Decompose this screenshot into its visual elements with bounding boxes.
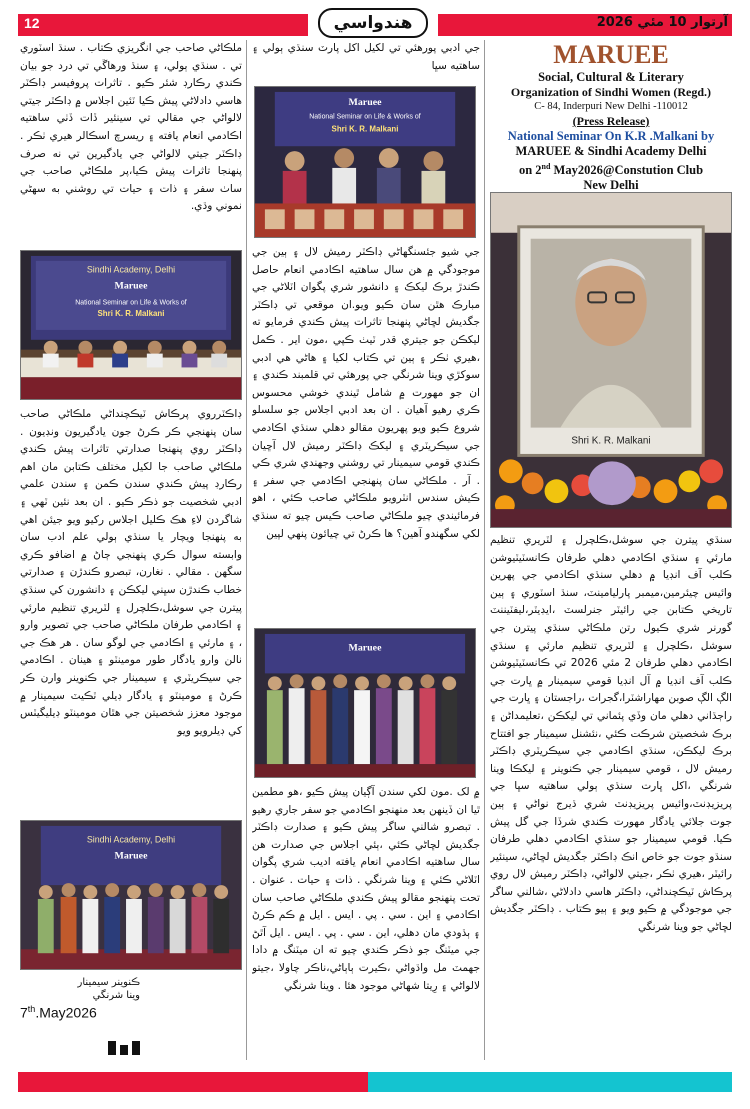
banner-academy-text-2: Sindhi Academy, Delhi xyxy=(86,834,176,845)
photo-group-release xyxy=(20,820,242,970)
caption-date: 7th.May2026 xyxy=(20,1004,97,1021)
column-rule xyxy=(484,40,485,1060)
col2-text-middle: جي شيو جئسنگهاڻي ڊاڪٽر رميش لال ۽ ٻين جي موجودگي ۾ هن سال ساهتيه اڪادمي انعام حاصل ڪندڙ برڪ ليکڪ ۽ دانشور شري پگوان اٽلاڻي جي مبارڪ هٿن سان ڪيو ويو.ان موقعي تي ڊاڪٽر جگديش لڇاڻي پنهنجا تاثرات پيش ڪندي فرمايو ته ليکڪن جو جيتري قدر ٽيٺ ڪپي ،مون اير . ڪمل ،هيري ٺڪر ۽ ٻين تي ڪتاب لکيا ۽ هاڻي هي ادبي سوکڙي وينا شرنگي جي پورهئي تي قلمبند ڪندي ۽ ان جو مهورت ۾ شامل ٿيندي خوشي محسوس ڪري رهيو آهيان . ان بعد ادبي اجلاس جو سلسلو شروع ڪيو ويو پهريون مقالو دهلي سنڌي اڪادمي جي سيڪريٽري ۽ ليکڪ ڊاڪٽر رميش لال آڇيان ڪندي قومي سيمينار تي روشني وجهندي شري ڪي . آر . ملڪاڻي سان پنهنجي اڪادمي جي سفر ۽ ڪيش سندس انٽرويو ملڪاڻي صاحب ڪئي ، اهو فرمائيندي چيو ملڪاڻي صاحب ڪيس چيو ته سنڌي لکي سگهندو آهين؟ ها ڪرڻ تي چيائون پنهي لپين xyxy=(252,246,480,540)
org-address: C- 84, Inderpuri New Delhi -110012 xyxy=(534,101,688,112)
banner-academy-text: Sindhi Academy, Delhi xyxy=(86,264,176,275)
footer-ornament xyxy=(108,1040,140,1054)
page-number: 12 xyxy=(24,15,40,31)
col2-text-top: جي ادبي پورهئي تي لکيل اکل پارٽ سنڌي ٻولي ۽ ساهتيه سڀا xyxy=(252,42,480,72)
banner-name-text-3: Shri K. R. Malkani xyxy=(331,124,399,134)
photo-portrait-malkani xyxy=(490,192,732,528)
banner-maruee-text-3: Maruee xyxy=(348,96,382,108)
seminar-line-1: National Seminar On K.R .Malkani by xyxy=(507,129,715,143)
caption-line-1: ڪنوينر سيمينار xyxy=(77,977,140,988)
banner-seminar-text: National Seminar on Life & Works of xyxy=(75,299,187,307)
press-release: (Press Release) xyxy=(572,114,650,128)
photo-caption-convenor xyxy=(20,976,140,1002)
banner-maruee-text-4: Maruee xyxy=(348,642,382,654)
seminar-line-4: New Delhi xyxy=(583,178,639,193)
caption-line-2: وينا شرنگي xyxy=(92,990,140,1001)
banner-maruee-text: Maruee xyxy=(114,280,148,292)
photo-book-release xyxy=(254,628,476,778)
org-line-2: Organization of Sindhi Women (Regd.) xyxy=(510,85,712,99)
header-date: آرتوار 10 مئي 2026 xyxy=(596,15,728,30)
org-info-box xyxy=(490,40,732,193)
org-line-1: Social, Cultural & Literary xyxy=(538,70,684,84)
col1-text-bottom: ڊاڪٽرروي پرڪاش ٽيڪچنداڻي ملڪاڻي صاحب سان پنهنجي ڪر ڪرڻ جون يادگيريون ونڊيون . ڊاڪٽر روي پنهنجا صدارتي تاثرات پيش ڪندي ملڪاڻي صاحب جا لکيل مختلف ڪتابن مان اهم رڪارڊ پيش ڪندي سندن ڪمن ۽ سندن علمي ادبي شخصيت جو ذڪر ڪيو . ان بعد نئين ٽهي ۽ شاگردن لاءِ هڪ ڪليل اجلاس رکيو ويو جيئن اهي به پنهنجا ويچار يا سنڌي ٻولي علم ادب سان وابسته سوال ڪري پنهنجي ڄاڻ ۾ اضافو ڪري سگهن . مقالي . نغارن، تبصرو ڪندڙن ۽ صدارتي خطاب ڪندڙن سڀني ليکڪن ۽ دانشورن کي سنڌي پيترن جي سوشل،ڪلچرل ۽ لٽريري تنظيم مارئي ۽ اڪادمي طرفان ملڪاڻي صاحب جي تصوير وارو ، ۽ مارئي ۽ اڪادمي جي لوگو سان . هر هڪ جي نالن وارو يادگار طور مومينٽو ۽ هينان . اڪادمي جي سيڪريٽري ۽ سيمينار جي ڪنوينر وارن ڪر ڪرڻ ۽ مومينٽو ۽ يادگار ڊيلي ٽڪيٽ سيمينار ۾ موجود معزز شخصيتن جي هٿان مومينٽو ڊيليگيٽس کي ڊيلرويو ويو xyxy=(20,408,242,737)
footer-bar-teal xyxy=(368,1072,732,1092)
photo-dais-panel xyxy=(254,86,476,238)
banner-maruee-text-2: Maruee xyxy=(114,850,148,862)
seminar-line-3: on 2nd May2026@Constution Club xyxy=(518,162,704,178)
masthead xyxy=(318,8,428,38)
banner-seminar-text-3: National Seminar on Life & Works of xyxy=(309,113,421,121)
org-name: MARUEE xyxy=(553,40,669,69)
masthead-title: هندواسي xyxy=(333,13,413,33)
footer-bar-red xyxy=(18,1072,368,1092)
photo-seminar-dais xyxy=(20,250,242,400)
col1-text-top: ملڪاڻي صاحب جي انگريزي ڪتاب . سنڌ اسٽوري تي . سنڌي ٻولي، ۽ سنڌ ورهاڱي تي درد جو بيان ڪندي رڪارڊ شئر ڪيو . تاثرات پروفيسر ڊاڪٽر هاسي دادلاڻي پيش ڪيا ٽئين اجلاس ۾ ڊاڪٽر جيتي لالواڻي جي مقالي تي سينئير ڏات ڏٺي ساهتيه اڪادمي انعام يافته ۽ ريسرچ اسڪالر هيري ٺڪر . ڊاڪٽر جيتي لالواڻي جي يادگيرين تي نه صرف پنهنجا تاثرات پيش ڪيا،پر ملڪاڻي صاحب جي ساٺ سفر ۽ ذات ۽ حيات تي روشني به سهڻي نموني وڌي. xyxy=(20,42,242,213)
portrait-caption: Shri K. R. Malkani xyxy=(571,435,651,447)
header-left-bar xyxy=(18,14,308,36)
column-rule xyxy=(246,40,247,1060)
col2-text-bottom: ۾ لک .مون لکي سندن آڳيان پيش ڪيو ،هو مطمين ٿيا ان ڏينهن بعد منهنجو اڪادمي جو سفر جاري رهيو . تبصرو شالني ساگر پيش ڪيو ۽ صدارت ڊاڪٽر جگديش لڇاڻي ڪئي ،ٻئي اجلاس جي صدارت هن سال ساهتيه اڪادمي انعام يافته اديب شري پگوان اٽلاڻي ڪئي ۽ وينا شرنگي . ذات ۽ حيات . عنوان . تحت پنهنجو مقالو پيش ڪندي ملڪاڻي صاحب سان اڪادمي ۽ اين . سي . پي . ايس . ايل ۾ ڪم ڪرڻ ۽ ٻڌودي مان دهلي، اين . سي . پي . ايس . ايل آٿڻ جي ميٽنگ جو ذڪر ڪندي چيو ته ان ميٽنگ ۾ دادا جهمٽ مل واڌواڻي ،ڪيرت ٻاٻاڻي،ناڪر چاولا ،جيتو لالواڻي ۽ رِيتا شهاڻي موجود هئا . وينا شرنگي xyxy=(252,786,480,992)
seminar-line-2: MARUEE & Sindhi Academy Delhi xyxy=(515,144,707,158)
col3-text-bottom: سنڌي پيترن جي سوشل،ڪلچرل ۽ لٽريري تنظيم مارئي ۽ سنڌي اڪادمي دهلي طرفان ڪانسٽيٽيوشن ڪلب آف انڊيا ۾ دهلي سنڌي اڪادمي جي پهرين وائيس چيئرمين،ميمبر پارليامينٽ، سنڌ اسٽوري ۽ ٻين تاريخي ڪتابن جي رائيٽر جنرلسٽ ،ايڊيٽر،ليفٽيننٽ گورنر شري ڪيول رتن ملڪاڻي سنڌي پيترن جي سوشل ،ڪلچرل ۽ لٽريري تنظيم مارئي ۽ سنڌي اڪادمي دهلي طرفان 2 مئي 2026 تي ڪانسٽيٽيوشن ڪلب آف انڊيا ۾ آل انڊيا قومي سيمينار ۾ ڀارت جي الڳ الڳ صوبن مهاراشٽرا،گجرات ،راجستان ۽ ڀارت جي راڄڌاني دهلي مان وڏي پئماني تي ليکڪن ،تعليمداڻن ۽ برڪ شخصيتن شرڪت ڪئي ،نئشنل سيمينار جو افتتاح برڪ ليکڪن، سنڌي اڪادمي جي سيڪريٽري ڊاڪٽر رميش لال ، قومي سيمينار جي ڪنوينر ۽ ليکڪا وينا شرنگي ،اکل ڀارت سنڌي ٻولي ساهتيه سڀا جي پريزيڊنٽ،وائيس پريزيڊنٽ شري ڌيرج نواڻي ۽ ٻين جوت جلائي يادگار مهورت ڪندي شرڏا جي گل پيش ڪيا. قومي سيمينار جو سنڌي اڪادمي دهلي طرفان سنڌو جوت جو خاص انڪ ڊاڪٽر جگديش لڇاڻي، سينئير رائيٽر ،هيري ٺڪر ،جيتي لالواڻي، ڊاڪٽر رميش لال روي پرڪاش ٽيڪچنداڻي، ڊاڪٽر هاسي دادلاڻي ،شالني ساگر جي موجودگي ۾ ڪيو ويو ۽ ٻيو ڪتاب . ڊاڪٽر جگديش لڇاڻي جو وينا شرنگي xyxy=(490,534,732,934)
banner-name-text: Shri K. R. Malkani xyxy=(97,309,165,319)
